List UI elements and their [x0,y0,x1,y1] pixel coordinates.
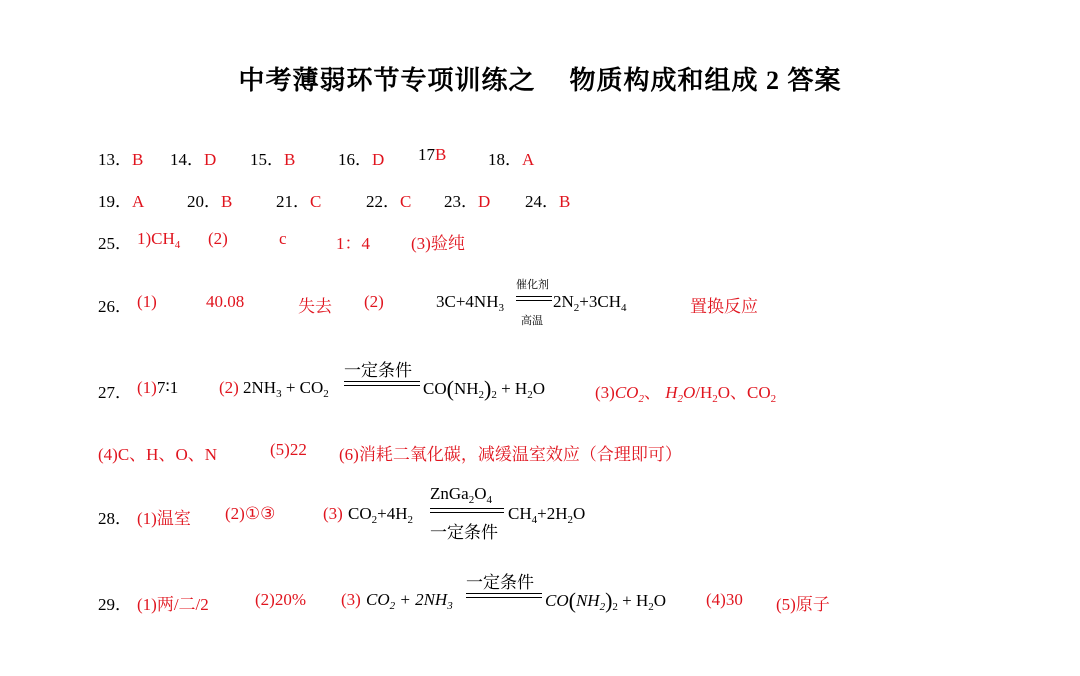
q29-part-5: (5)原子 [776,595,830,614]
q29-number: 29． [98,595,132,614]
q29-eq-products: $CO(NH_2)_2 + H_2O$ [545,588,667,613]
q26-part-1: (1) [137,292,157,311]
q25-part-5: (3)验纯 [411,234,465,253]
answer-18: 18．A [488,150,535,169]
answer-23: 23．D [444,192,491,211]
q29-part-2: (2)20% [255,590,306,609]
q28-eq-arrow [430,508,504,513]
q27-part-3: $(3)CO_2$、 $H_2O/H_2O$、$CO_2$ [595,383,777,405]
q25-number: 25． [98,234,132,253]
answer-17: 17B [418,145,447,164]
q28-eq-condition-bottom: 一定条件 [430,523,498,542]
q29-part-1: (1)两/二/2 [137,595,209,614]
answer-13: 13．B [98,150,144,169]
q26-eq-arrow [516,296,552,301]
q27-part-2: (2) [219,378,239,397]
q26-number: 26． [98,297,132,316]
q28-part-1: (1)温室 [137,509,191,528]
q26-part-3: 失去 [298,297,332,316]
q26-eq-condition-top: 催化剂 [516,279,549,291]
q26-eq-condition-bottom: 高温 [521,315,543,327]
q27-eq-reactants: $2NH_3 + CO_2$ [243,378,329,400]
q28-number: 28． [98,509,132,528]
q29-eq-reactants: $CO_2 + 2NH_3$ [366,590,453,612]
q27-eq-arrow [344,381,420,386]
answer-22: 22．C [366,192,412,211]
q29-eq-condition: 一定条件 [466,573,534,592]
q25-part-1: $1)CH_4$ [137,229,181,251]
q27-part-5: (5)22 [270,440,307,459]
q29-eq-arrow [466,593,542,598]
answer-19: 19．A [98,192,145,211]
q26-part-5: 置换反应 [690,297,758,316]
q28-eq-condition-top: $ZnGa_2O_4$ [430,484,492,506]
q26-eq-products: $2N_2+3CH_4$ [553,292,627,314]
q25-part-3: c [279,229,287,248]
q29-part-4: (4)30 [706,590,743,609]
answer-14: 14．D [170,150,217,169]
q27-eq-products: $CO(NH_2)_2 + H_2O$ [423,376,545,401]
title-part-2: 物质构成和组成 2 答案 [569,66,842,95]
q27-part-1: (1)7∶1 [137,378,179,397]
q28-eq-products: $CH_4+2H_2O$ [508,504,586,526]
answer-21: 21．C [276,192,322,211]
q26-part-2: 40.08 [206,292,245,311]
answer-20: 20．B [187,192,233,211]
answer-16: 16．D [338,150,385,169]
q28-part-3: (3) [323,504,343,523]
q26-eq-reactants: $3C+4NH_3$ [436,292,504,314]
page-title [0,60,1080,97]
q25-part-4: 1：4 [336,234,370,253]
title-part-1: 中考薄弱环节专项训练之 [238,66,536,95]
q27-part-6: (6)消耗二氧化碳，减缓温室效应（合理即可） [339,445,682,464]
q26-part-4: (2) [364,292,384,311]
q27-number: 27． [98,383,132,402]
answer-15: 15．B [250,150,296,169]
q28-part-2: (2)①③ [225,504,276,523]
q25-part-2: (2) [208,229,228,248]
answer-24: 24．B [525,192,571,211]
q28-eq-reactants: $CO_2+4H_2$ [348,504,413,526]
q29-part-3: (3) [341,590,361,609]
q27-part-4: (4)C、H、O、N [98,445,217,464]
q27-eq-condition: 一定条件 [344,361,412,380]
